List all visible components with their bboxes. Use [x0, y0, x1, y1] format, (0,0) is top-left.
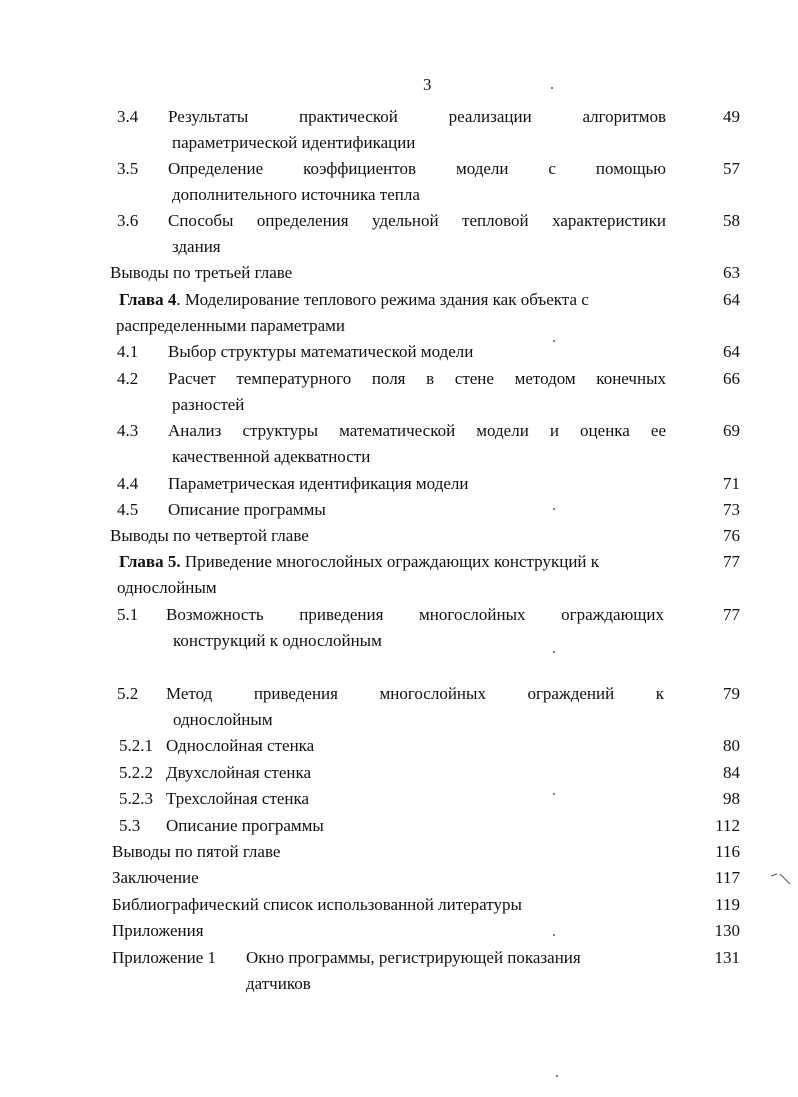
page-ref: 79 [723, 684, 740, 703]
entry-text-cont: однослойным [173, 710, 273, 729]
page-ref: 69 [723, 421, 740, 440]
section-number: 3.5 [117, 159, 139, 178]
section-number: 4.5 [117, 500, 139, 519]
scan-speck [553, 340, 555, 342]
entry-text: Метод приведения многослойных ограждений к [166, 684, 664, 703]
page-ref: 119 [715, 895, 740, 914]
scan-speck [553, 651, 555, 653]
page-ref: 57 [723, 159, 740, 178]
chapter-label: Глава 5. [119, 552, 181, 571]
entry-text-cont: датчиков [246, 974, 311, 993]
chapter-title: . Моделирование теплового режима здания как объекта с [176, 290, 589, 309]
page-ref: 130 [714, 921, 740, 940]
entry-text: Окно программы, регистрирующей показания [246, 948, 581, 967]
entry-text: Однослойная стенка [166, 736, 315, 755]
scan-speck [556, 1075, 558, 1077]
chapter-title-cont: однослойным [117, 578, 217, 597]
scan-speck [551, 87, 553, 89]
page-ref: 116 [715, 842, 740, 861]
entry-text-cont: дополнительного источника тепла [172, 185, 420, 204]
page-ref: 98 [723, 789, 740, 808]
entry-text: Выводы по пятой главе [112, 842, 281, 861]
page-ref: 71 [723, 474, 740, 493]
page-ref: 76 [723, 526, 740, 545]
entry-text-cont: разностей [172, 395, 245, 414]
entry-text: Описание программы [168, 500, 326, 519]
page-ref: 112 [715, 816, 740, 835]
section-number: 5.2 [117, 684, 139, 703]
page-ref: 58 [723, 211, 740, 230]
entry-text-cont: здания [172, 237, 221, 256]
entry-text: Параметрическая идентификация модели [168, 474, 469, 493]
section-number: 4.1 [117, 342, 139, 361]
chapter-heading [119, 549, 599, 575]
entry-text: Способы определения удельной тепловой характеристики [168, 211, 666, 230]
entry-text: Заключение [112, 868, 199, 887]
entry-text-cont: параметрической идентификации [172, 133, 416, 152]
section-number: 3.6 [117, 211, 139, 230]
entry-text: Возможность приведения многослойных ограждающих [166, 605, 664, 624]
entry-text: Выводы по третьей главе [110, 263, 293, 282]
entry-text: Двухслойная стенка [166, 763, 312, 782]
page-ref: 77 [723, 605, 740, 624]
entry-text-cont: конструкций к однослойным [173, 631, 382, 650]
entry-text: Библиографический список использованной литературы [112, 895, 522, 914]
scan-speck [553, 793, 555, 795]
page-ref: 66 [723, 369, 740, 388]
page-ref: 117 [715, 868, 740, 887]
chapter-title-cont: распределенными параметрами [116, 316, 345, 335]
scan-speck [553, 508, 555, 510]
entry-text: Трехслойная стенка [166, 789, 310, 808]
scan-mark-icon [770, 872, 792, 886]
chapter-label: Глава 4 [119, 290, 177, 309]
chapter-title: Приведение многослойных ограждающих конструкций к [180, 552, 600, 571]
entry-text: Результаты практической реализации алгоритмов [168, 107, 666, 126]
entry-text: Расчет температурного поля в стене методом конечных [168, 369, 666, 388]
page-ref: 64 [723, 290, 740, 309]
page-number: 3 [423, 75, 432, 94]
page-ref: 131 [714, 948, 740, 967]
page-ref: 64 [723, 342, 740, 361]
section-number: 4.4 [117, 474, 139, 493]
entry-text: Определение коэффициентов модели с помощью [168, 159, 666, 178]
page-ref: 80 [723, 736, 740, 755]
entry-text: Выбор структуры математической модели [168, 342, 474, 361]
page-ref: 77 [723, 552, 740, 571]
section-number: 5.2.2 [119, 763, 153, 782]
chapter-heading [119, 287, 589, 313]
appendix-label: Приложение 1 [112, 948, 216, 967]
entry-text-cont: качественной адекватности [172, 447, 371, 466]
page-ref: 49 [723, 107, 740, 126]
scan-speck [553, 934, 555, 936]
entry-text: Приложения [112, 921, 204, 940]
section-number: 5.2.1 [119, 736, 153, 755]
page-ref: 84 [723, 763, 740, 782]
section-number: 5.2.3 [119, 789, 153, 808]
entry-text: Выводы по четвертой главе [110, 526, 309, 545]
entry-text: Анализ структуры математической модели и оценка ее [168, 421, 666, 440]
page-ref: 63 [723, 263, 740, 282]
section-number: 4.3 [117, 421, 139, 440]
section-number: 5.1 [117, 605, 139, 624]
section-number: 4.2 [117, 369, 139, 388]
entry-text: Описание программы [166, 816, 324, 835]
page-ref: 73 [723, 500, 740, 519]
section-number: 5.3 [119, 816, 141, 835]
section-number: 3.4 [117, 107, 139, 126]
